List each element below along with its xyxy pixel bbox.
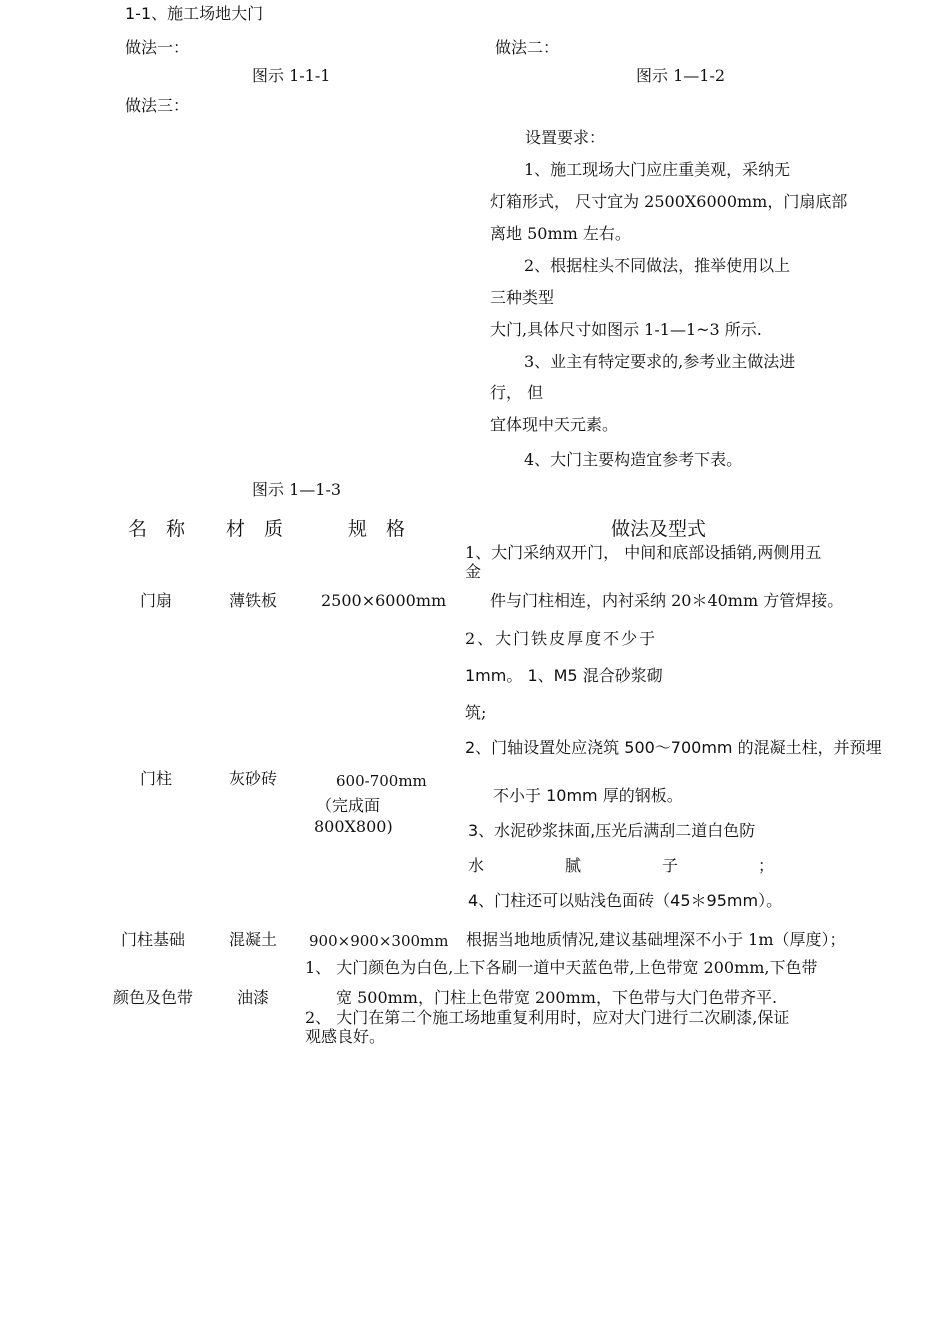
pillar-method-line: 水 (468, 856, 485, 875)
foundation-method: 根据当地地质情况,建议基础埋深不小于 1m（厚度）； (466, 930, 846, 949)
pillar-method-line: 2、门轴设置处应浇筑 500～700mm 的混凝土柱，并预埋 (465, 738, 882, 757)
door-material: 薄铁板 (229, 591, 278, 610)
color-method-line: 1、 大门颜色为白色,上下各刷一道中天蓝色带,上色带宽 200mm,下色带 (305, 958, 818, 977)
pillar-method-line: 4、门柱还可以贴浅色面砖（45＊95mm）。 (468, 891, 783, 910)
table-header-spec: 规 格 (348, 518, 406, 540)
color-name: 颜色及色带 (113, 988, 194, 1007)
pillar-method-line: 不小于 10mm 厚的钢板。 (493, 786, 683, 805)
requirement-line: 大门,具体尺寸如图示 1-1—1~3 所示. (490, 320, 762, 339)
requirement-line: 4、大门主要构造宜参考下表。 (524, 450, 743, 469)
door-name: 门扇 (140, 591, 173, 610)
door-method-line: 件与门柱相连，内衬采纳 20＊40mm 方管焊接。 (490, 591, 844, 610)
requirement-line: 3、业主有特定要求的,参考业主做法进 (524, 352, 796, 371)
foundation-material: 混凝土 (229, 930, 278, 949)
figure-caption-1: 图示 1-1-1 (252, 66, 331, 85)
table-header-material: 材 质 (226, 518, 284, 540)
requirement-line: 三种类型 (490, 288, 555, 307)
pillar-method-line: 子 (662, 856, 679, 875)
requirements-heading: 设置要求： (525, 128, 606, 147)
section-title: 1-1、施工场地大门 (125, 4, 264, 23)
method-one-label: 做法一： (125, 38, 190, 57)
table-header-method: 做法及型式 (611, 518, 707, 540)
requirement-line: 离地 50mm 左右。 (490, 224, 631, 243)
pillar-method-line: 3、水泥砂浆抹面,压光后满刮二道白色防 (468, 821, 756, 840)
method-three-label: 做法三： (125, 96, 190, 115)
method-two-label: 做法二： (495, 38, 560, 57)
color-method-line: 观感良好。 (305, 1027, 386, 1046)
pillar-material: 灰砂砖 (229, 769, 278, 788)
color-method-line: 宽 500mm，门柱上色带宽 200mm，下色带与大门色带齐平. (336, 988, 778, 1007)
requirement-line: 2、根据柱头不同做法，推举使用以上 (524, 256, 791, 275)
door-method-line: 1mm。 1、M5 混合砂浆砌 (465, 666, 663, 685)
door-method-line: 2、大门铁皮厚度不少于 (465, 629, 658, 648)
door-method-line: 1、大门采纳双开门， 中间和底部设插销,两侧用五 (465, 543, 822, 562)
pillar-name: 门柱 (140, 769, 173, 788)
pillar-method-line: ； (758, 856, 775, 875)
table-header-name: 名 称 (128, 518, 186, 540)
pillar-spec-note: （完成面 (316, 796, 381, 815)
foundation-spec: 900×900×300mm (309, 932, 449, 950)
foundation-name: 门柱基础 (121, 930, 186, 949)
figure-caption-2: 图示 1—1-2 (636, 66, 726, 85)
figure-caption-3: 图示 1—1-3 (252, 480, 342, 499)
door-spec: 2500×6000mm (321, 591, 447, 610)
requirement-line: 宜体现中天元素。 (490, 415, 619, 434)
door-method-line: 金 (465, 562, 482, 581)
pillar-spec-note: 800X800) (314, 817, 393, 836)
color-method-line: 2、 大门在第二个施工场地重复利用时，应对大门进行二次刷漆,保证 (305, 1008, 790, 1027)
pillar-spec: 600-700mm (336, 772, 427, 790)
requirement-line: 灯箱形式， 尺寸宜为 2500X6000mm，门扇底部 (490, 192, 848, 211)
pillar-method-line: 腻 (565, 856, 582, 875)
door-method-line: 筑; (465, 703, 487, 722)
color-material: 油漆 (237, 988, 270, 1007)
requirement-line: 行， 但 (490, 383, 544, 402)
requirement-line: 1、施工现场大门应庄重美观，采纳无 (524, 160, 791, 179)
